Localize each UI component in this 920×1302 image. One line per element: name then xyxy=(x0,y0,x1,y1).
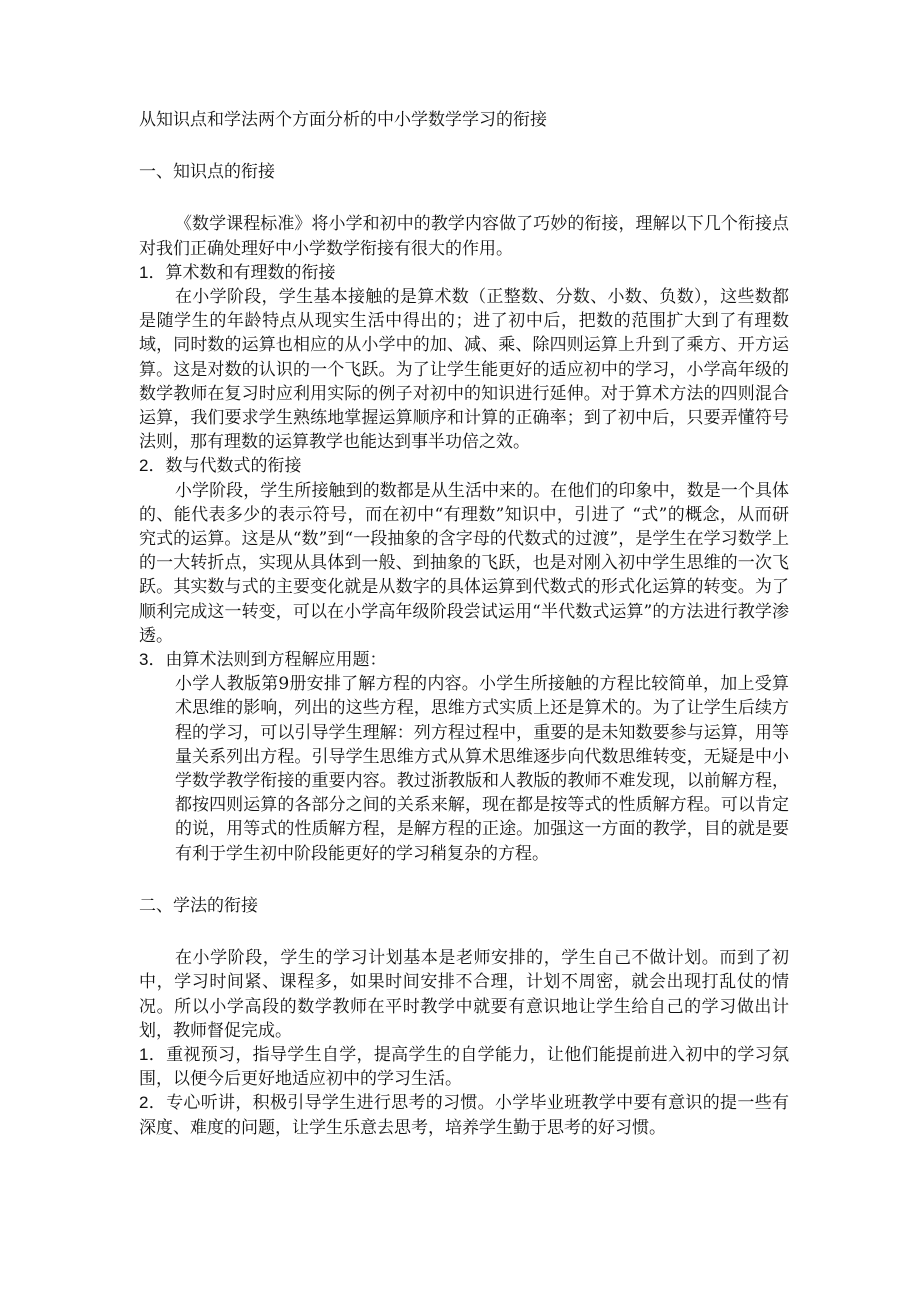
document-title: 从知识点和学法两个方面分析的中小学数学学习的衔接 xyxy=(139,110,547,130)
document-body xyxy=(139,108,789,1140)
item-text: 重视预习，指导学生自学，提高学生的自学能力，让他们能提前进入初中的学习氛围，以便今后更好地适应初中的学习生活。 xyxy=(139,1044,789,1090)
item-title: 算术数和有理数的衔接 xyxy=(165,262,336,283)
item-number: 2． xyxy=(139,456,166,476)
item-heading-3 xyxy=(139,648,789,672)
section-heading-knowledge: 一、知识点的衔接 xyxy=(139,162,275,183)
section2-intro-paragraph: 在小学阶段，学生的学习计划基本是老师安排的，学生自己不做计划。而到了初中，学习时间紧、课程多，如果时间安排不合理，计划不周密，就会出现打乱仗的情况。所以小学高段的数学教师在平时教学中就要有意识地让学生给自己的学习做出计划，教师督促完成。 xyxy=(139,948,789,1041)
item-number: 2． xyxy=(139,1093,167,1113)
item-body-2: 小学阶段，学生所接触到的数都是从生活中来的。在他们的印象中，数是一个具体的、能代表多少的表示符号，而在初中“有理数”知识中，引进了 “式”的概念，从而研究式的运算。这是从“数”到“一段抽象的含字母的代数式的过渡”，是学生在学习数学上的一大转折点，实现从具体到一般、到抽象的飞跃，也是对刚入初中学生思维的一次飞跃。其实数与式的主要变化就是从数字的具体运算到代数式的形式化运算的转变。为了顺利完成这一转变，可以在小学高年级阶段尝试运用“半代数式运算”的方法进行教学渗透。 xyxy=(139,480,789,646)
item-text: 专心听讲，积极引导学生进行思考的习惯。小学毕业班教学中要有意识的提一些有深度、难度的问题，让学生乐意去思考，培养学生勤于思考的好习惯。 xyxy=(139,1093,789,1138)
item-title: 由算术法则到方程解应用题： xyxy=(165,650,387,671)
section1-intro-paragraph: 《数学课程标准》将小学和初中的教学内容做了巧妙的衔接，理解以下几个衔接点对我们正确处理好中小学数学衔接有很大的作用。 xyxy=(139,214,789,259)
item-number: 1． xyxy=(139,1044,167,1064)
item-heading-1 xyxy=(139,261,789,285)
method-item-2 xyxy=(139,1091,789,1139)
item-number: 3． xyxy=(139,650,166,670)
item-heading-2 xyxy=(139,454,789,478)
section-heading-methods: 二、学法的衔接 xyxy=(139,895,258,916)
item-body-1: 在小学阶段，学生基本接触的是算术数（正整数、分数、小数、负数），这些数都是随学生的年龄特点从现实生活中得出的；进了初中后，把数的范围扩大到了有理数域，同时数的运算也相应的从小学中的加、减、乘、除四则运算上升到了乘方、开方运算。这是对数的认识的一个飞跃。为了让学生能更好的适应初中的学习，小学高年级的数学教师在复习时应利用实际的例子对初中的知识进行延伸。对于算术方法的四则混合运算，我们要求学生熟练地掌握运算顺序和计算的正确率；到了初中后，只要弄懂符号法则，那有理数的运算教学也能达到事半功倍之效。 xyxy=(139,287,789,453)
item-number: 1． xyxy=(139,262,166,282)
item-title: 数与代数式的衔接 xyxy=(165,456,302,477)
method-item-1 xyxy=(139,1043,789,1091)
item-body-3: 小学人教版第9册安排了解方程的内容。小学生所接触的方程比较简单，加上受算术思维的影响，列出的这些方程，思维方式实质上还是算术的。为了让学生后续方程的学习，可以引导学生理解：列方程过程中，重要的是未知数要参与运算，用等量关系列出方程。引导学生思维方式从算术思维逐步向代数思维转变，无疑是中小学数学教学衔接的重要内容。教过浙教版和人教版的教师不难发现，以前解方程，都按四则运算的各部分之间的关系来解，现在都是按等式的性质解方程。可以肯定的说，用等式的性质解方程，是解方程的正途。加强这一方面的教学，目的就是要有利于学生初中阶段能更好的学习稍复杂的方程。 xyxy=(175,674,789,864)
